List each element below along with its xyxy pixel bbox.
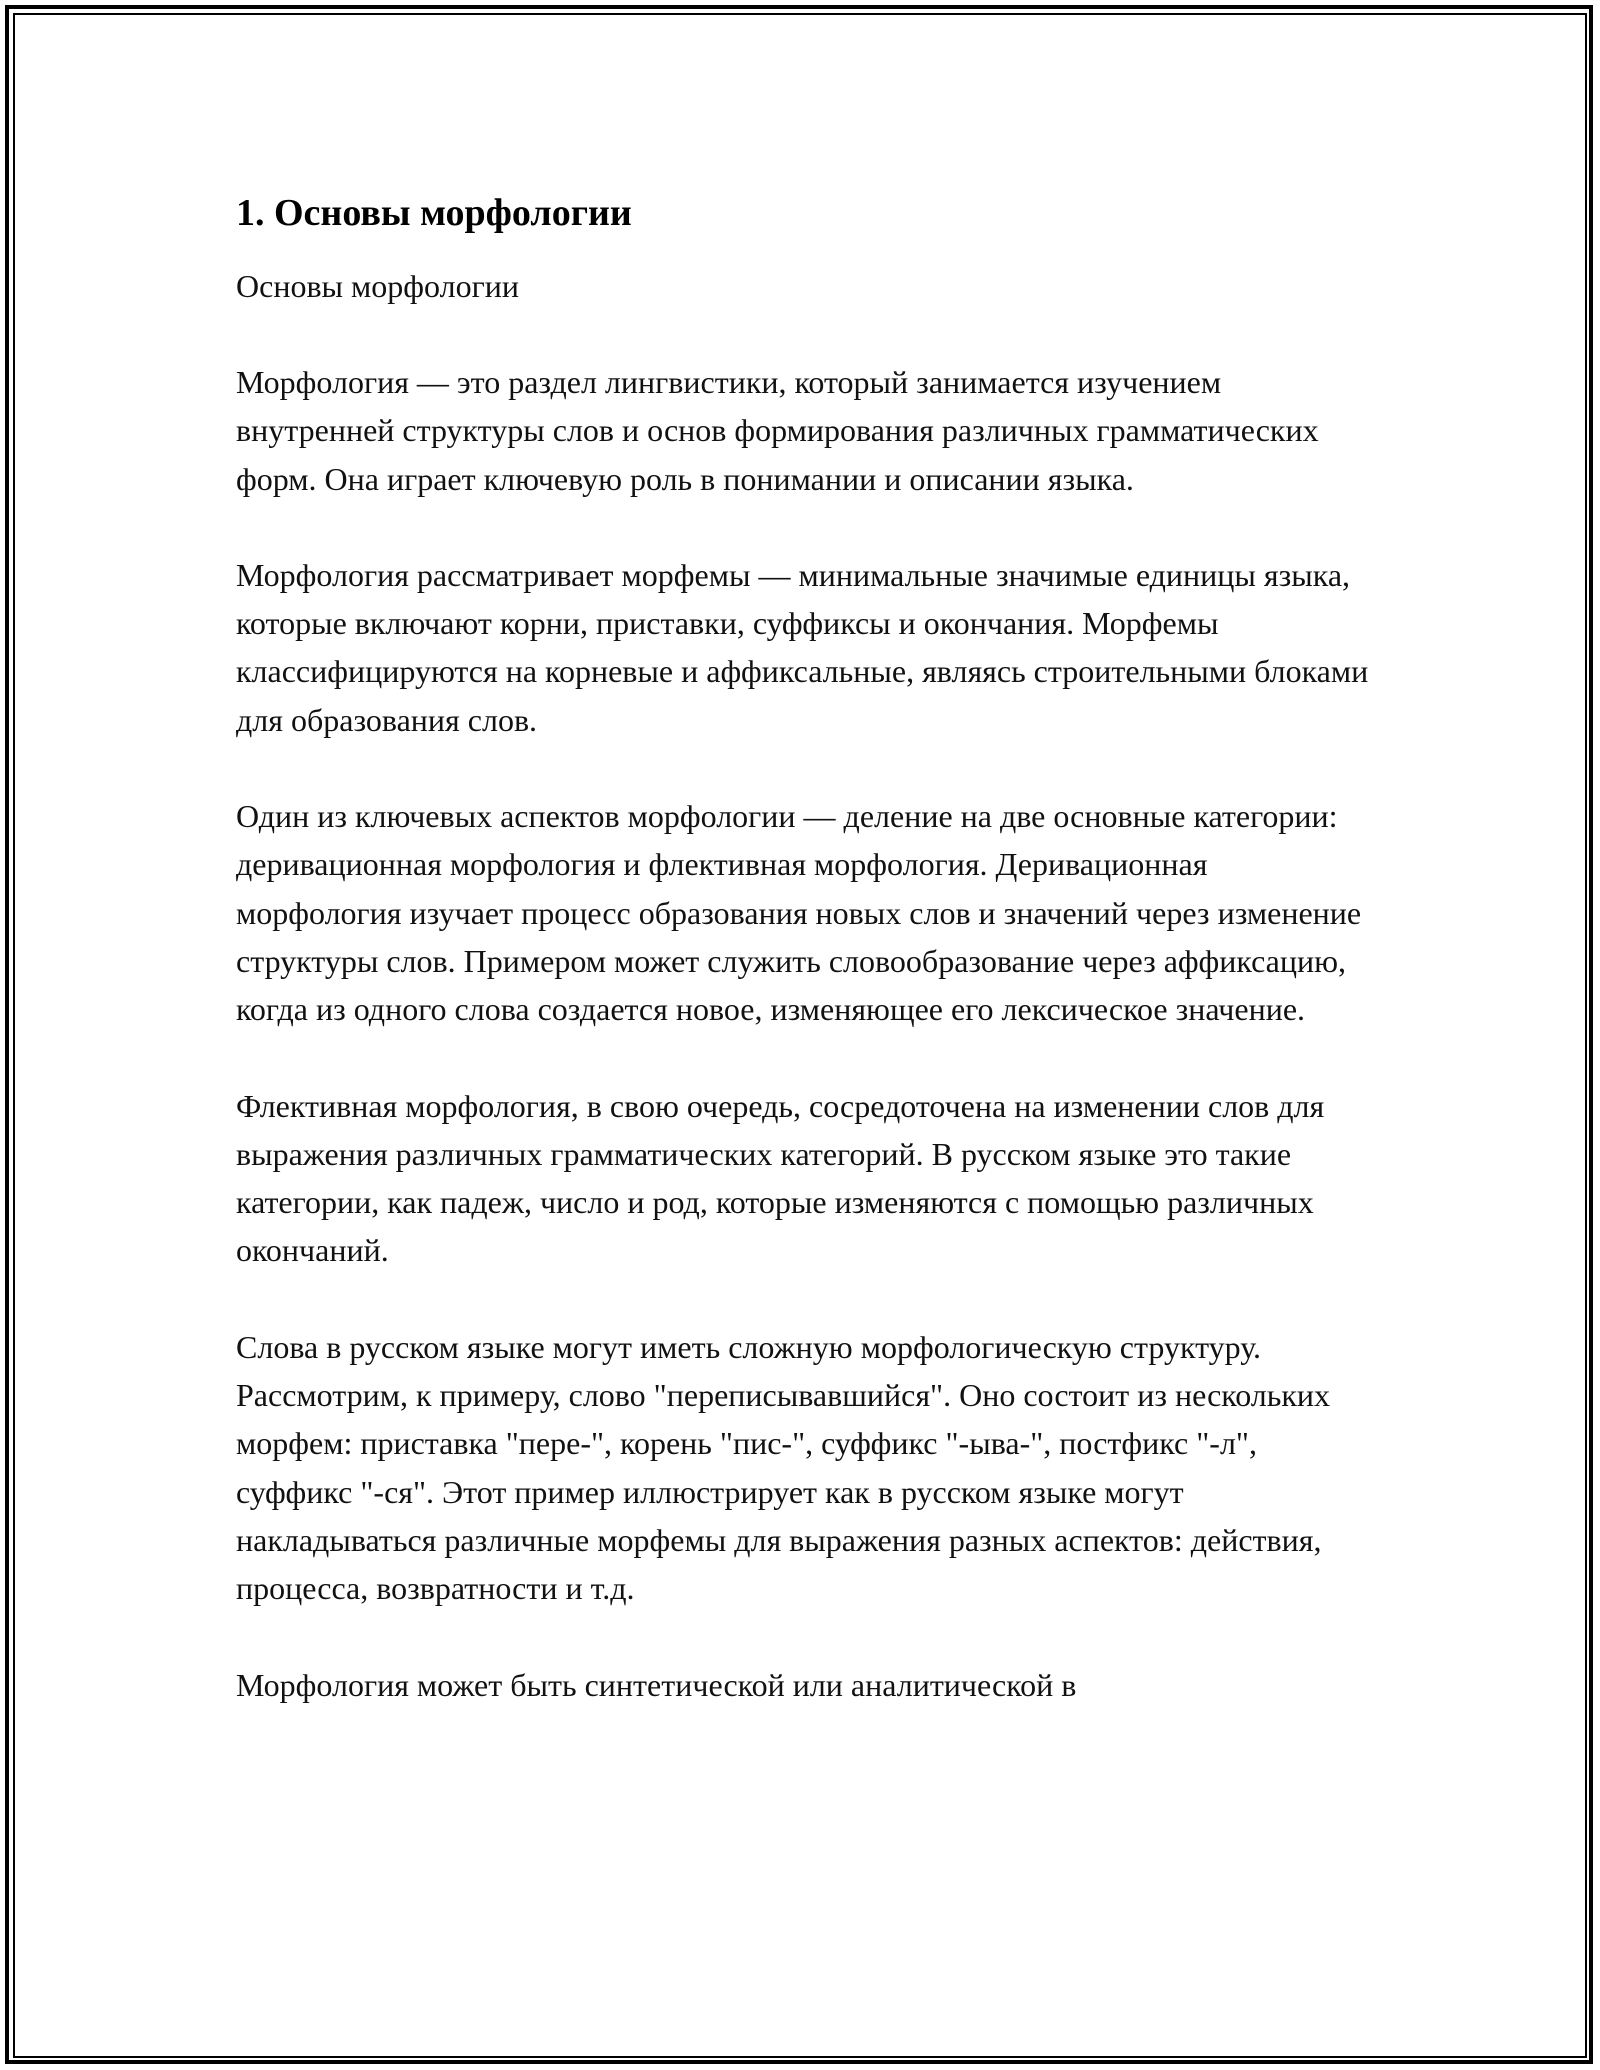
paragraph-5: Слова в русском языке могут иметь сложную морфологическую структуру. Рассмотрим, к примеру, слово "переписывавшийся". Оно состоит из нескольких морфем: приставка "пере-", корень "пис-", суффикс "-ыва-", постфикс "-л", суффикс "-ся". Этот пример иллюстрирует как в русском языке могут накладываться различные морфемы для выражения разных аспектов: действия, процесса, возвратности и т.д. xyxy=(236,1328,1331,1607)
paragraph-4: Флективная морфология, в свою очередь, сосредоточена на изменении слов для выражения различных грамматических категорий. В русском языке это такие категории, как падеж, число и род, которые изменяются с помощью различных окончаний. xyxy=(236,1087,1325,1269)
paragraph-6: Морфология может быть синтетической или аналитической в xyxy=(236,1666,1077,1703)
paragraph-3: Один из ключевых аспектов морфологии — деление на две основные категории: деривационная морфология и флективная морфология. Деривационная морфология изучает процесс образования новых слов и значений через изменение структуры слов. Примером может служить словообразование через аффиксацию, когда из одного слова создается новое, изменяющее его лексическое значение. xyxy=(236,798,1362,1028)
paragraph-1: Морфология — это раздел лингвистики, который занимается изучением внутренней структуры слов и основ формирования различных грамматических форм. Она играет ключевую роль в понимании и описании языка. xyxy=(236,364,1319,497)
section-title: 1. Основы морфологии xyxy=(236,192,632,234)
document-body xyxy=(236,186,1376,1709)
paragraph-2: Морфология рассматривает морфемы — минимальные значимые единицы языка, которые включают корни, приставки, суффиксы и окончания. Морфемы классифицируются на корневые и аффиксальные, являясь строительными блоками для образования слов. xyxy=(236,556,1369,738)
section-subtitle: Основы морфологии xyxy=(236,268,519,304)
